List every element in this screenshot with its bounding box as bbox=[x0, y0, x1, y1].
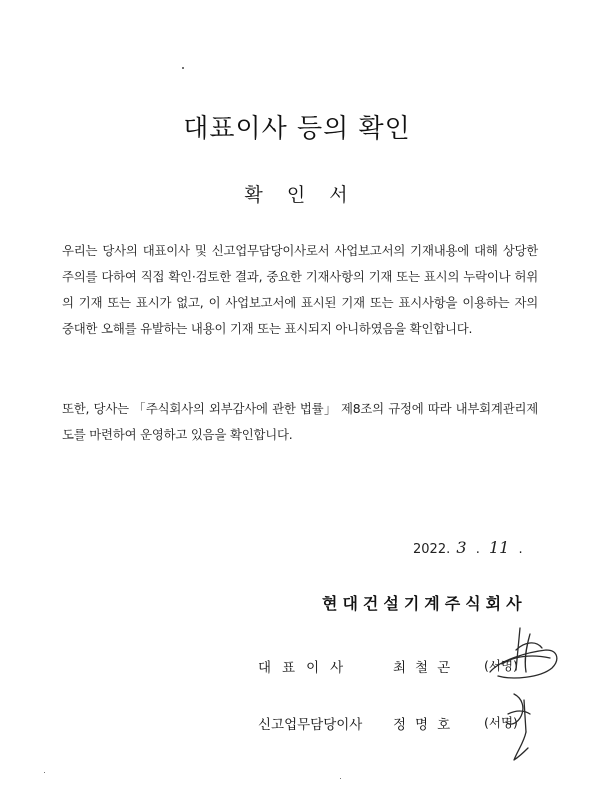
signatory-role: 대표이사 bbox=[258, 660, 355, 676]
signature-date bbox=[413, 538, 526, 557]
signature-mark-label: (서명) bbox=[484, 658, 518, 673]
date-month-handwritten: 3 bbox=[456, 538, 467, 557]
handwritten-signature-icon bbox=[480, 620, 570, 770]
document-subtitle: 확 인 서 bbox=[244, 184, 350, 206]
date-separator: . bbox=[475, 542, 480, 557]
confirmation-paragraph: 우리는 당사의 대표이사 및 신고업무담당이사로서 사업보고서의 기재내용에 대해 상당한 주의를 다하여 직접 확인·검토한 결과, 중요한 기재사항의 기재 또는 표시의 누락이나 허위의 기재 또는 표시가 없고, 이 사업보고서에 표시된 기재 또는 표시사항을 이용하는 자의 중대한 오해를 유발하는 내용이 기재 또는 표시되지 아니하였음을 확인합니다. bbox=[62, 243, 538, 336]
signature-mark-label: (서명) bbox=[484, 715, 518, 730]
company-name: 현대건설기계주식회사 bbox=[322, 594, 527, 613]
date-year: 2022. bbox=[413, 542, 451, 557]
date-end-dot: . bbox=[518, 542, 523, 557]
signatory-name: 최철곤 bbox=[393, 660, 460, 676]
signatory-role: 신고업무담당이사 bbox=[258, 717, 363, 733]
scan-speck bbox=[182, 67, 184, 69]
signatory-name: 정명호 bbox=[393, 717, 460, 733]
scan-speck bbox=[340, 778, 341, 779]
internal-control-paragraph: 또한, 당사는 「주식회사의 외부감사에 관한 법률」 제8조의 규정에 따라 내부회계관리제도를 마련하여 운영하고 있음을 확인합니다. bbox=[62, 401, 538, 442]
document-title: 대표이사 등의 확인 bbox=[183, 114, 411, 144]
scan-speck bbox=[44, 772, 45, 773]
date-day-handwritten: 11 bbox=[488, 538, 510, 557]
